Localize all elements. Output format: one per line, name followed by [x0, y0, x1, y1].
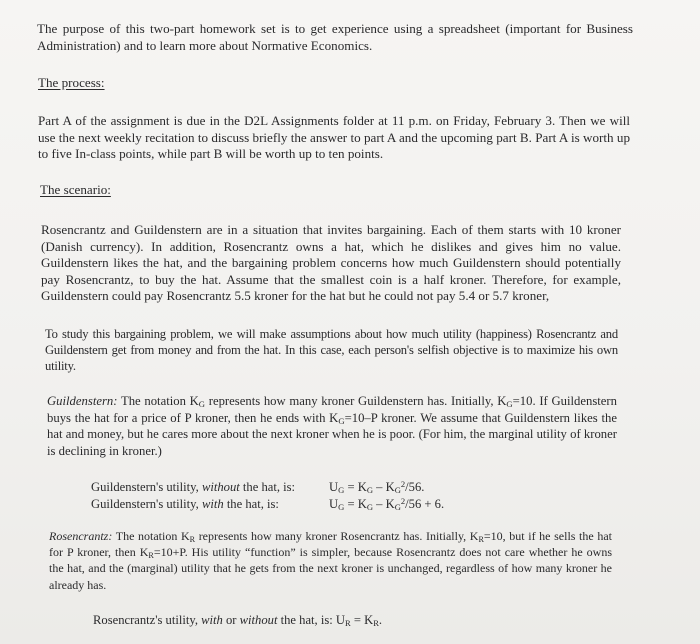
scenario-heading: The scenario:: [40, 182, 111, 197]
utility-without-hat-formula: $U_G = K_G - K_G^2/56$.: [329, 479, 425, 496]
scenario-paragraph: Rosencrantz and Guildenstern are in a situation that invites bargaining. Each of them starts with 10 kroner (Danish currency). In addition, Rosencrantz owns a hat, which he dislikes and gives him no value. Guildenstern likes the hat, and the bargaining problem concerns how much Guildenstern should potentially pay Rosencrantz, to buy the hat. Assume that the smallest coin is a half kroner. Therefore, for example, Guildenstern could pay Rosencrantz 5.5 kroner for the hat but he could not pay 5.4 or 5.7 kroner,: [41, 222, 621, 304]
guildenstern-utility-equations: [91, 479, 444, 513]
process-paragraph: Part A of the assignment is due in the D2L Assignments folder at 11 p.m. on Friday, February 3. Then we will use the next weekly recitation to discuss briefly the answer to part A and the upcoming part B. Part A is worth up to five In-class points, while part B will be worth up to ten points.: [38, 113, 630, 162]
rosencrantz-utility-equation: Rosencrantz's utility, with or without the hat, is: $U_R = K_R$.: [93, 613, 383, 629]
rosencrantz-utility-formula: $U_R = K_R$.: [335, 613, 383, 629]
utility-without-hat-label: Guildenstern's utility, without the hat, is:: [91, 480, 296, 494]
rosencrantz-name: Rosencrantz:: [49, 529, 113, 543]
utility-with-hat-label: Guildenstern's utility, with the hat, is:: [91, 497, 279, 511]
guildenstern-name: Guildenstern:: [47, 394, 118, 408]
study-paragraph: To study this bargaining problem, we will make assumptions about how much utility (happiness) Rosencrantz and Guildenstern get from money and from the hat. In this case, each person's selfish objective is to maximize his own utility.: [45, 327, 618, 373]
utility-with-hat-formula: $U_G = K_G - K_G^2/56 + 6$.: [329, 496, 445, 513]
rosencrantz-paragraph: Rosencrantz: The notation $K_R$ represents how many kroner Rosencrantz has. Initially, $K_R=10$, but if he sells the hat for P kroner, then $K_R=10+P$. His utility “function” is simpler, because Rosencrantz does not care whether he owns the hat, and the (marginal) utility that he gets from the next kroner is unchanged, regardless of how many kroner he already has.: [49, 529, 612, 592]
utility-with-hat-row: [91, 496, 444, 513]
intro-paragraph: The purpose of this two-part homework set is to get experience using a spreadsheet (important for Business Administration) and to learn more about Normative Economics.: [37, 21, 633, 53]
guildenstern-paragraph: Guildenstern: The notation $K_G$ represents how many kroner Guildenstern has. Initially, $K_G=10$. If Guildenstern buys the hat for a price of P kroner, then he ends with $K_G=10-P$ kroner. We assume that Guildenstern likes the hat and money, but he cares more about the next kroner when he is poor. (For him, the marginal utility of kroner is declining in kroner.): [47, 394, 617, 458]
utility-without-hat-row: [91, 479, 444, 496]
process-heading: The process:: [38, 75, 105, 90]
